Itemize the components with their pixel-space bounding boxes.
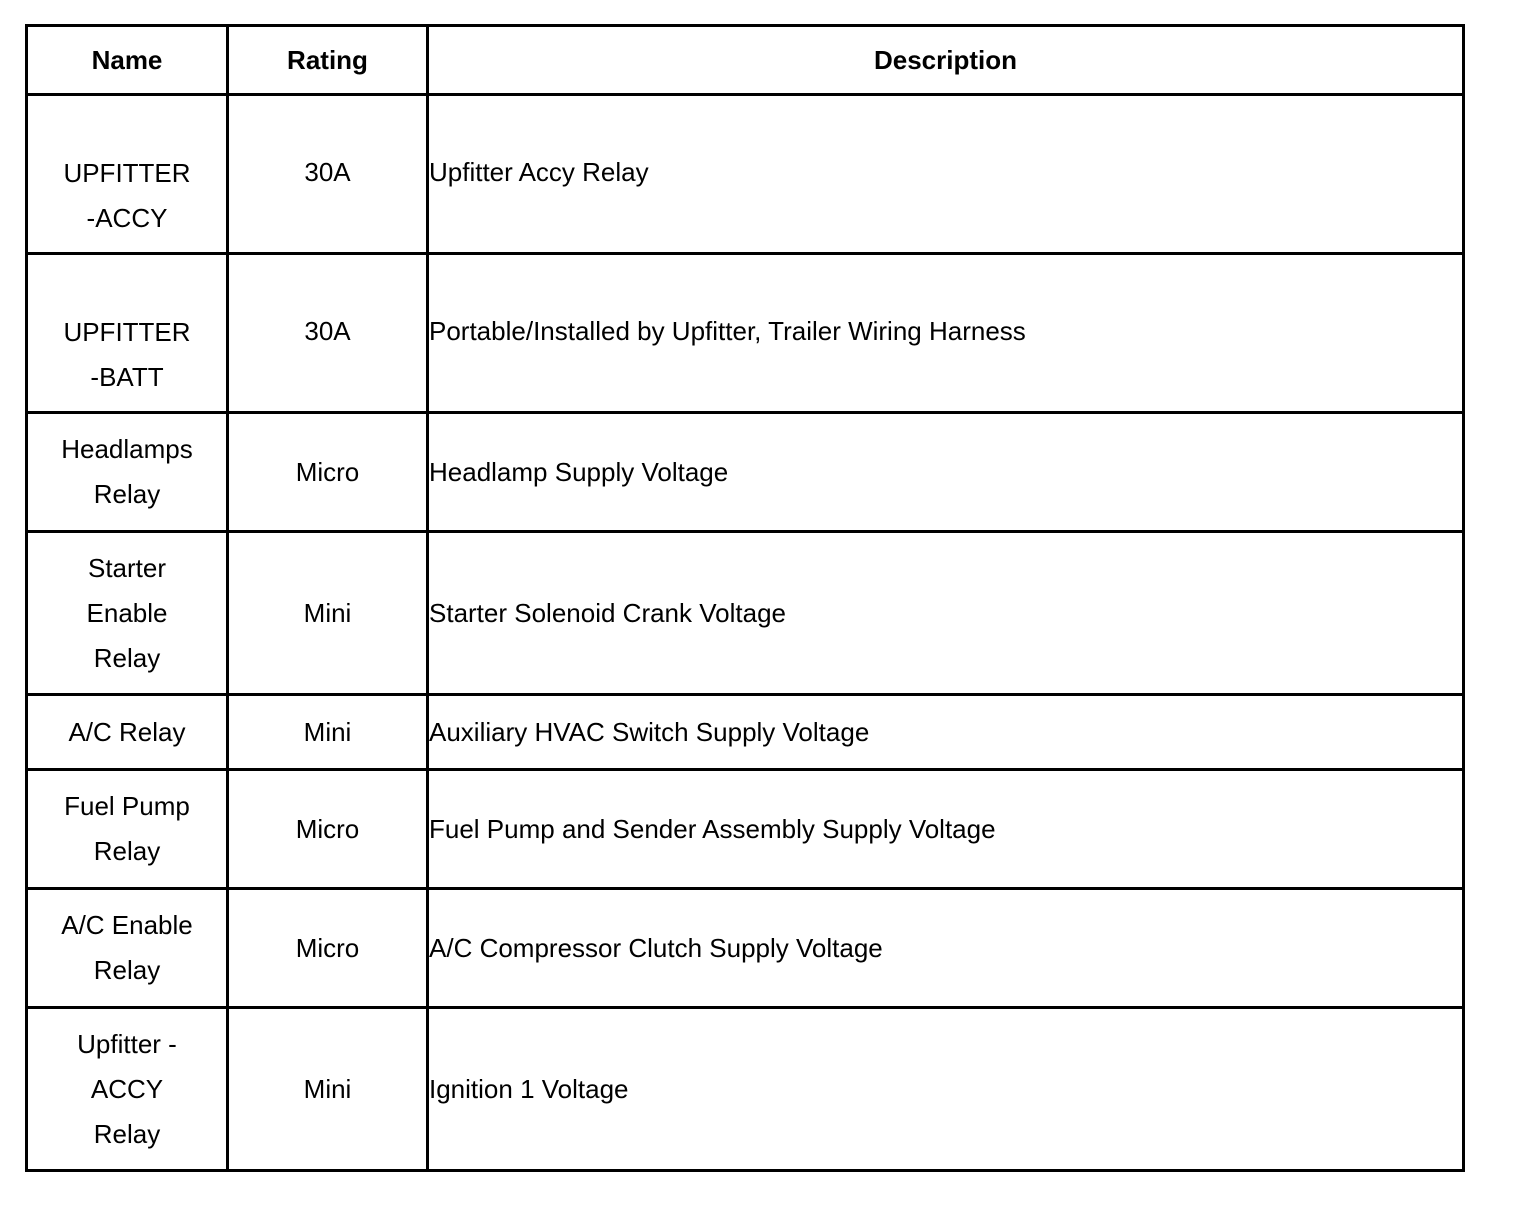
table-header (27, 26, 1464, 95)
cell-name-text: A/C Enable Relay (61, 910, 193, 985)
cell-rating (228, 95, 428, 254)
cell-description-text: Headlamp Supply Voltage (429, 456, 729, 487)
cell-description-text: Portable/Installed by Upfitter, Trailer Wiring Harness (429, 315, 1026, 346)
cell-name (27, 413, 228, 532)
cell-description (428, 413, 1464, 532)
cell-rating (228, 1008, 428, 1171)
cell-rating-text: Mini (303, 716, 352, 747)
cell-description (428, 695, 1464, 770)
table-row (27, 532, 1464, 695)
cell-rating-text: Mini (303, 597, 352, 628)
cell-name (27, 254, 228, 413)
cell-description (428, 770, 1464, 889)
cell-description (428, 889, 1464, 1008)
cell-name-text: Starter Enable Relay (86, 552, 168, 673)
cell-name-text: Upfitter - ACCY Relay (77, 1028, 177, 1149)
cell-name-text: UPFITTER -BATT (63, 317, 191, 392)
cell-rating (228, 413, 428, 532)
cell-description (428, 1008, 1464, 1171)
cell-name-text: Headlamps Relay (61, 434, 193, 509)
table-body (27, 95, 1464, 1171)
cell-description-text: A/C Compressor Clutch Supply Voltage (429, 932, 883, 963)
cell-description-text: Starter Solenoid Crank Voltage (429, 597, 786, 628)
header-description: Description (428, 26, 1464, 95)
relay-table (25, 24, 1465, 1172)
cell-description (428, 95, 1464, 254)
cell-name (27, 695, 228, 770)
cell-rating-text: Micro (295, 456, 360, 487)
header-name: Name (27, 26, 228, 95)
cell-name (27, 1008, 228, 1171)
header-rating: Rating (228, 26, 428, 95)
cell-name (27, 532, 228, 695)
cell-rating-text: Mini (303, 1073, 352, 1104)
cell-rating-text: 30A (304, 156, 351, 187)
cell-name-text: A/C Relay (68, 716, 186, 747)
table-row (27, 1008, 1464, 1171)
cell-rating (228, 254, 428, 413)
cell-rating (228, 889, 428, 1008)
table-row (27, 695, 1464, 770)
cell-name (27, 770, 228, 889)
cell-description-text: Fuel Pump and Sender Assembly Supply Voltage (429, 813, 996, 844)
cell-name (27, 95, 228, 254)
cell-rating-text: Micro (295, 932, 360, 963)
cell-description-text: Upfitter Accy Relay (429, 156, 649, 187)
cell-description-text: Auxiliary HVAC Switch Supply Voltage (429, 716, 870, 747)
table-row (27, 889, 1464, 1008)
cell-rating (228, 532, 428, 695)
cell-name-text: UPFITTER -ACCY (63, 158, 191, 233)
table-row (27, 254, 1464, 413)
header-row (27, 26, 1464, 95)
cell-description (428, 254, 1464, 413)
cell-rating-text: Micro (295, 813, 360, 844)
cell-name-text: Fuel Pump Relay (64, 791, 190, 866)
cell-name (27, 889, 228, 1008)
cell-rating-text: 30A (304, 315, 351, 346)
table-row (27, 770, 1464, 889)
table-row (27, 95, 1464, 254)
cell-description (428, 532, 1464, 695)
cell-description-text: Ignition 1 Voltage (429, 1073, 629, 1104)
cell-rating (228, 695, 428, 770)
table-row (27, 413, 1464, 532)
cell-rating (228, 770, 428, 889)
